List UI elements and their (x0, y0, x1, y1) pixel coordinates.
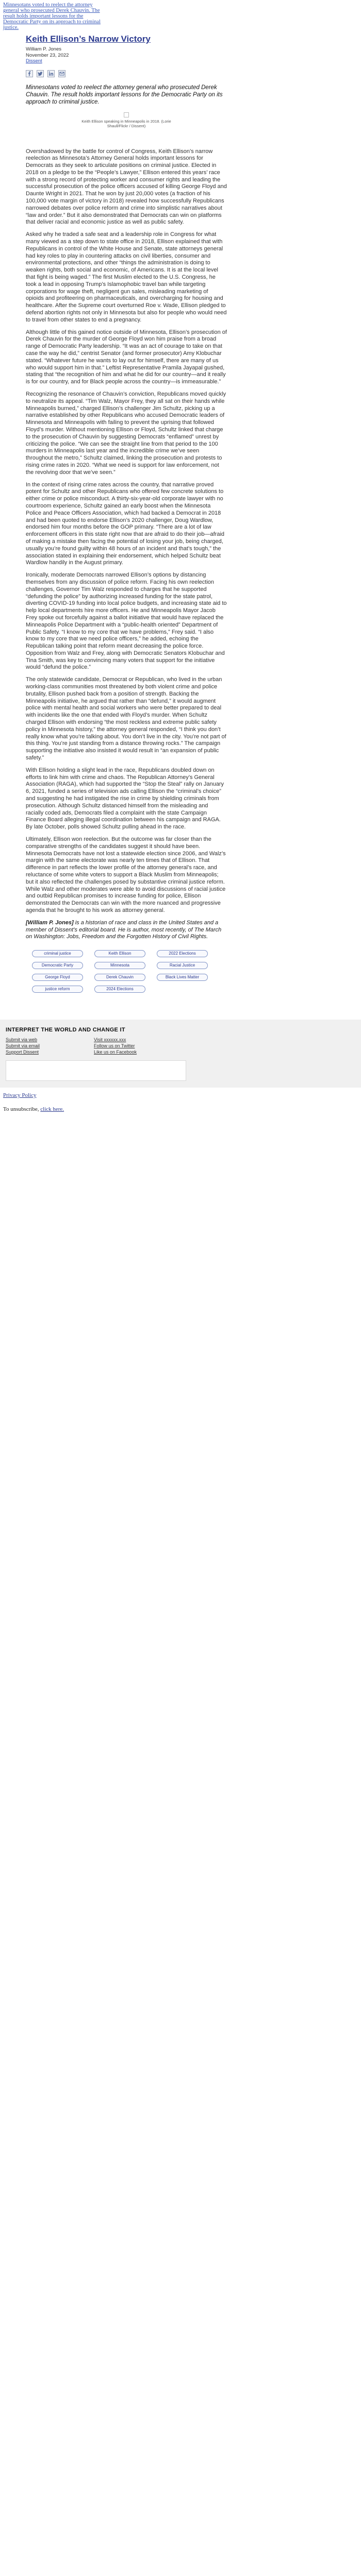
publication-link[interactable]: Dissent (26, 58, 42, 64)
top-banner (0, 0, 361, 34)
author-bio: [William P. Jones] is a historian of race and class in the United States and a member of Dissent’s editorial board. He is author, most recently, of The March on Washington: Jobs, Freedom and the Forgotten History of Civil Rights. (26, 919, 222, 940)
article-body (26, 148, 227, 914)
footer-ad-placeholder (6, 1060, 186, 1081)
facebook-share-icon[interactable] (26, 70, 33, 77)
body-paragraph: Recognizing the resonance of Chauvin’s conviction, Republicans moved quickly to neutralize its appeal. “Tim Walz, Mayor Frey, they all sat on their hands while Minneapolis burned,” charged Ellison’s challenger Jim Schultz, picking up a narrative established by other Republicans who accused Democratic leaders of Minnesota and Minneapolis with failing to prevent the uprising that followed Floyd’s murder. Without mentioning Ellison or Floyd, Schultz linked that charge to the prosecution of Chauvin by suggesting Democrats “enflamed” unrest by criticizing the police. “We can see the straight line from that period to the 100 murders in Minneapolis last year and the incredible crime we’ve seen throughout the metro,” Schultz claimed, linking the prosecution and protests to rising crime rates in 2020. “What we need is support for law enforcement, not the revolving door that we’ve seen.” (26, 391, 226, 476)
body-paragraph: Asked why he traded a safe seat and a leadership role in Congress for what many viewed as a step down to state office in 2018, Ellison explained that with Republicans in control of the White House and Senate, state attorneys general had key roles to play in countering attacks on civil liberties, consumer and environmental protections, and other “things the administration is doing to weaken rights, both social and economic, of Americans. It is at the local level that fight is being waged.” The first Muslim elected to the U.S. Congress, he took a lead in opposing Trump’s Islamophobic travel ban while targeting corporations for wage theft, negligent gun sales, misleading marketing of opioids and profiteering on pharmaceuticals, and overcharging for housing and healthcare. After the Supreme court overturned Roe v. Wade, Ellison pledged to defend abortion rights not only in Minnesota but also for people who would need to travel from other states to end a pregnancy. (26, 231, 227, 323)
body-paragraph: In the context of rising crime rates across the country, that narrative proved potent for Schultz and other Republicans who offered few concrete solutions to either crime or police misconduct. A thirty-six-year-old corporate lawyer with no courtroom experience, Schultz gained an early boost when the Minnesota Police and Peace Officers Association, which had backed a Democrat in 2018 and had been quoted to endorse Ellison’s 2020 challenger, Doug Wardlow, endorsed him four months before the GOP primary. “There are a lot of law enforcement officers in this state right now that are afraid to do their job—afraid of making a mistake then facing the potential of losing your job, being charged, usually you’re found guilty within 48 hours of an incident and that’s tough,” the association stated in explaining their endorsement, which helped Schultz beat Wardlow handily in the August primary. (26, 481, 224, 566)
privacy-policy-link[interactable]: Privacy Policy (3, 1092, 37, 1099)
banner-image-link[interactable]: Minnesotans voted to reelect the attorney general who prosecuted Derek Chauvin. The result holds important lessons for the Democratic Party on its approach to criminal justice. (3, 2, 101, 30)
image-caption: Keith Ellison speaking in Minneapolis in 2018. (Lorie Shaull/Flickr / Dissent) (81, 118, 171, 128)
tag-pill[interactable]: Derek Chauvin (94, 974, 145, 981)
body-paragraph: Overshadowed by the battle for control of Congress, Keith Ellison’s narrow reelection as Minnesota’s Attorney General holds important lessons for Democrats as they seek to articulate positions on criminal justice. Elected in 2018 on a pledge to be the “People’s Lawyer,” Ellison entered this years’ race with a strong record of protecting worker and consumer rights and leading the successful prosecution of the police officers accused of killing George Floyd and Daunte Wright in 2021. That he won by just 20,000 votes (a fraction of his 100,000 vote margin of victory in 2018) revealed how successfully Republicans narrowed debates over police reform and crime into simplistic narratives about “law and order.” But it also demonstrated that Democrats can win on platforms that deliver racial and economic justice as well as public safety. (26, 148, 227, 226)
body-paragraph: Ironically, moderate Democrats narrowed Ellison’s options by distancing themselves from any discussion of police reform. Facing his own reelection challenges, Governor Tim Walz responded to charges that he supported “defunding the police” by authorizing increased funding for the state patrol, diverting COVID-19 funding into local police budgets, and increasing state aid to help local departments hire more officers. He and Minneapolis Mayor Jacob Frey spoke out forcefully against a ballot initiative that would have replaced the Minneapolis Police Department with a “public-health oriented” Department of Public Safety. “I know to my core that we have problems,” Frey said. “I also know to my core that we need police officers,” he added, echoing the Republican talking point that reform meant decreasing the police force. Opposition from Walz and Frey, along with Democratic Senators Klobuchar and Tina Smith, was key to convincing many voters that support for the initiative would “defund the police.” (26, 572, 227, 671)
body-paragraph: The only statewide candidate, Democrat or Republican, who lived in the urban working-class communities most threatened by both violent crime and police brutality, Ellison pushed back from a position of strength. Backing the Minneapolis initiative, he argued that rather than “defund,” it would augment police with mental health and social workers who were better prepared to deal with incidents like the one that ended with Floyd’s murder. When Schultz charged Ellison with endorsing “the most reckless and extreme public safety policy in Minnesota history,” the attorney general responded, “I think you don’t really know what you’re talking about. You don’t live in the city. You’re not part of this thing. You’re just standing from a distance throwing rocks.” The campaign supporting the initiative also insisted it would result in “an expansion of public safety.” (26, 676, 226, 761)
unsubscribe-text: To unsubscribe, (3, 1106, 41, 1113)
unsubscribe-row (3, 1106, 361, 1112)
body-paragraph: Although little of this gained notice outside of Minnesota, Ellison’s prosecution of Derek Chauvin for the murder of George Floyd won him praise from a broad range of Democratic Party leadership. “It was an act of courage to take on that case the way he did,” centrist Senator (and former prosecutor) Amy Klobuchar stated. “Whatever future he wants to lay out for himself, there are many of us who would support him in that.” Leftist Representative Pramila Jayapal gushed, stating that “the recognition of him and what he did for our country—and it really is for our country, and for Black people across the country—is immeasurable.” (26, 329, 227, 385)
tag-pill[interactable]: 2022 Elections (157, 950, 208, 957)
hero-image (26, 112, 227, 148)
tag-pill[interactable]: Democratic Party (32, 962, 83, 969)
linkedin-share-icon[interactable] (47, 70, 55, 77)
twitter-share-icon[interactable] (37, 70, 44, 77)
author-name: William P. Jones (26, 46, 61, 52)
unsubscribe-link[interactable]: click here. (40, 1106, 64, 1113)
publish-date: November 23, 2022 (26, 52, 69, 58)
tag-pill[interactable]: Black Lives Matter (157, 974, 208, 981)
tag-pill[interactable]: Racial Justice (157, 962, 208, 969)
footer-heading: INTERPRET THE WORLD AND CHANGE IT (6, 1027, 125, 1033)
footer-links (6, 1037, 361, 1055)
article-lede: Minnesotans voted to reelect the attorney general who prosecuted Derek Chauvin. The result holds important lessons for the Democratic Party on its approach to criminal justice. (26, 84, 223, 105)
footer-link-twitter[interactable]: Follow us on Twitter (94, 1043, 135, 1049)
tag-list (32, 950, 227, 993)
tag-pill[interactable]: Keith Ellison (94, 950, 145, 957)
body-paragraph: Ultimately, Ellison won reelection. But the outcome was far closer than the comparative strengths of the candidates suggest it should have been. Minnesota Democrats have not lost a statewide election since 2006, and Walz’s margin with the same electorate was nearly ten times that of Ellison. That difference in part reflects the lower profile of the attorney general’s race, and reluctance of some white voters to support a Black Muslim from Minneapolis; but it also reflected the challenges posed by substantive criminal justice reform. While Walz and other moderates were able to avoid discussions of racial justice and outbid Republican promises to increase funding for police, Ellison demonstrated the Democrats can win with the more nuanced and progressive agenda that he brought to his work as attorney general. (26, 836, 226, 913)
footer-link-facebook[interactable]: Like us on Facebook (94, 1049, 137, 1055)
broken-image-icon (124, 112, 129, 117)
tag-pill[interactable]: George Floyd (32, 974, 83, 981)
tag-pill[interactable]: criminal justice (32, 950, 83, 957)
newsletter-footer (0, 1020, 361, 1088)
footer-link-submit-email[interactable]: Submit via email (6, 1043, 40, 1049)
newsletter-page (0, 0, 361, 1112)
footer-link-visit-site[interactable]: Visit xxxxxx.xxx (94, 1037, 126, 1043)
tag-pill[interactable]: 2024 Elections (94, 986, 145, 993)
article-meta (26, 46, 227, 64)
share-bar (26, 70, 227, 77)
footer-link-support[interactable]: Support Dissent (6, 1049, 39, 1055)
tag-pill[interactable]: justice reform (32, 986, 83, 993)
bio-text: is a historian of race and class in the United States and a member of Dissent’s editorial board. He is author, most recently, of The March on Washington: Jobs, Freedom and the Forgotten History of Civil Rights. (26, 919, 222, 940)
privacy-row (3, 1092, 361, 1098)
body-paragraph: With Ellison holding a slight lead in the race, Republicans doubled down on efforts to link him with crime and chaos. The Republican Attorney’s General Association (RAGA), which had supported the “Stop the Steal” rally on January 6, 2021, funded a series of television ads calling Ellison the “criminal’s choice” and suggesting he had instigated the rise in crime by shielding criminals from prosecution. Although Schultz distanced himself from the misleading and racially coded ads, Democrats filed a complaint with the state Campaign Finance Board alleging illegal coordination between his campaign and RAGA. By late October, polls showed Schultz pulling ahead in the race. (26, 767, 224, 831)
footer-link-submit-web[interactable]: Submit via web (6, 1037, 38, 1043)
article-title[interactable]: Keith Ellison’s Narrow Victory (26, 34, 151, 44)
tag-pill[interactable]: Minnesota (94, 962, 145, 969)
email-share-icon[interactable] (58, 70, 65, 77)
bio-author-name: William P. Jones (27, 919, 72, 926)
article (26, 34, 227, 993)
